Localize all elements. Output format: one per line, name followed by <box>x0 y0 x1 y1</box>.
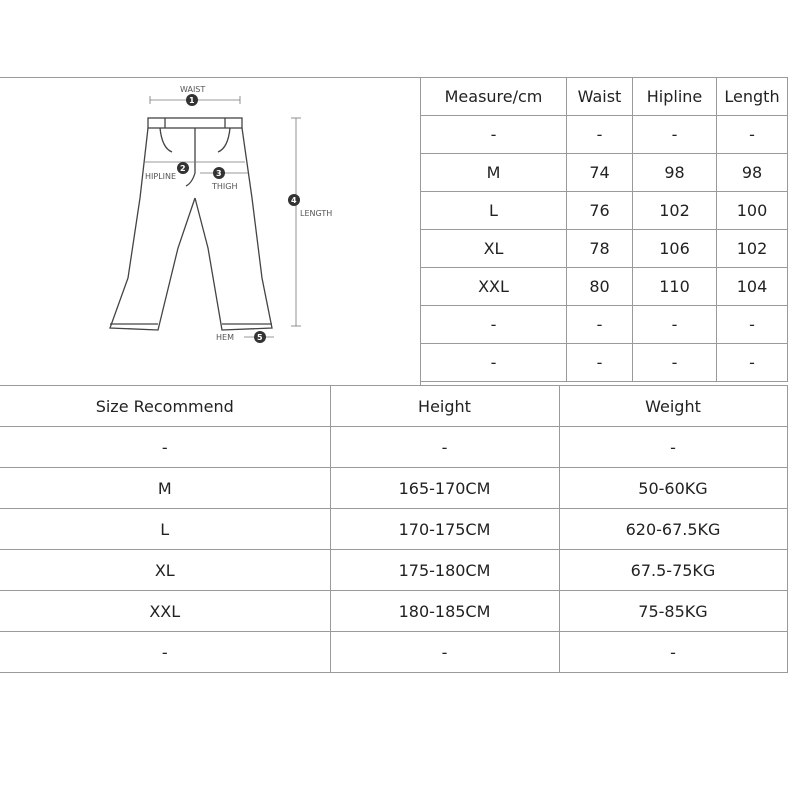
marker-3-text: 3 <box>216 169 222 178</box>
header-waist: Waist <box>567 78 633 116</box>
size-table-header <box>0 386 787 427</box>
cell-hipline: - <box>633 344 717 382</box>
thigh-label: THIGH <box>212 182 238 191</box>
marker-2-text: 2 <box>180 164 186 173</box>
header-height: Height <box>330 386 559 427</box>
marker-4-text: 4 <box>291 196 297 205</box>
cell-size: L <box>421 192 567 230</box>
cell-weight: - <box>559 632 787 673</box>
pants-measurement-diagram <box>0 78 421 386</box>
waist-label: WAIST <box>180 85 206 94</box>
cell-size: - <box>0 632 330 673</box>
cell-height: 175-180CM <box>330 550 559 591</box>
cell-size: M <box>421 154 567 192</box>
cell-size: M <box>0 468 330 509</box>
table-row <box>421 154 788 192</box>
cell-height: 165-170CM <box>330 468 559 509</box>
header-length: Length <box>717 78 788 116</box>
cell-weight: 75-85KG <box>559 591 787 632</box>
length-label: LENGTH <box>300 209 333 218</box>
cell-waist: 76 <box>567 192 633 230</box>
table-row <box>421 192 788 230</box>
table-row <box>0 591 787 632</box>
header-measure: Measure/cm <box>421 78 567 116</box>
hem-label: HEM <box>216 333 234 342</box>
table-row <box>0 468 787 509</box>
cell-waist: - <box>567 344 633 382</box>
cell-hipline: 106 <box>633 230 717 268</box>
cell-size: L <box>0 509 330 550</box>
cell-length: 102 <box>717 230 788 268</box>
table-row <box>0 509 787 550</box>
cell-weight: 50-60KG <box>559 468 787 509</box>
cell-hipline: 102 <box>633 192 717 230</box>
pants-illustration <box>0 78 420 386</box>
header-size-recommend: Size Recommend <box>0 386 330 427</box>
table-row <box>0 632 787 673</box>
cell-size: XXL <box>0 591 330 632</box>
cell-waist: - <box>567 306 633 344</box>
table-row <box>421 230 788 268</box>
cell-height: 170-175CM <box>330 509 559 550</box>
table-row <box>0 427 787 468</box>
cell-size: - <box>421 344 567 382</box>
hipline-label: HIPLINE <box>145 172 177 181</box>
pants-outline-icon <box>108 118 272 330</box>
header-weight: Weight <box>559 386 787 427</box>
header-hipline: Hipline <box>633 78 717 116</box>
table-row <box>421 116 788 154</box>
length-measure-line <box>291 118 301 326</box>
table-row <box>421 344 788 382</box>
cell-height: 180-185CM <box>330 591 559 632</box>
cell-waist: 74 <box>567 154 633 192</box>
table-row <box>421 306 788 344</box>
cell-length: 98 <box>717 154 788 192</box>
cell-length: 104 <box>717 268 788 306</box>
cell-size: - <box>421 306 567 344</box>
cell-height: - <box>330 632 559 673</box>
size-recommend-table <box>0 385 788 673</box>
cell-size: XL <box>421 230 567 268</box>
marker-1-text: 1 <box>189 96 195 105</box>
cell-waist: 78 <box>567 230 633 268</box>
cell-waist: 80 <box>567 268 633 306</box>
cell-length: - <box>717 344 788 382</box>
marker-5-text: 5 <box>257 333 263 342</box>
cell-length: 100 <box>717 192 788 230</box>
measurement-table-header <box>421 78 788 116</box>
cell-hipline: - <box>633 306 717 344</box>
cell-size: - <box>421 116 567 154</box>
table-row <box>0 550 787 591</box>
cell-length: - <box>717 306 788 344</box>
cell-size: XL <box>0 550 330 591</box>
cell-size: - <box>0 427 330 468</box>
cell-weight: - <box>559 427 787 468</box>
cell-hipline: 110 <box>633 268 717 306</box>
cell-length: - <box>717 116 788 154</box>
cell-waist: - <box>567 116 633 154</box>
cell-weight: 67.5-75KG <box>559 550 787 591</box>
measurement-table <box>420 77 788 382</box>
cell-size: XXL <box>421 268 567 306</box>
cell-hipline: - <box>633 116 717 154</box>
cell-hipline: 98 <box>633 154 717 192</box>
cell-weight: 620-67.5KG <box>559 509 787 550</box>
cell-height: - <box>330 427 559 468</box>
table-row <box>421 268 788 306</box>
